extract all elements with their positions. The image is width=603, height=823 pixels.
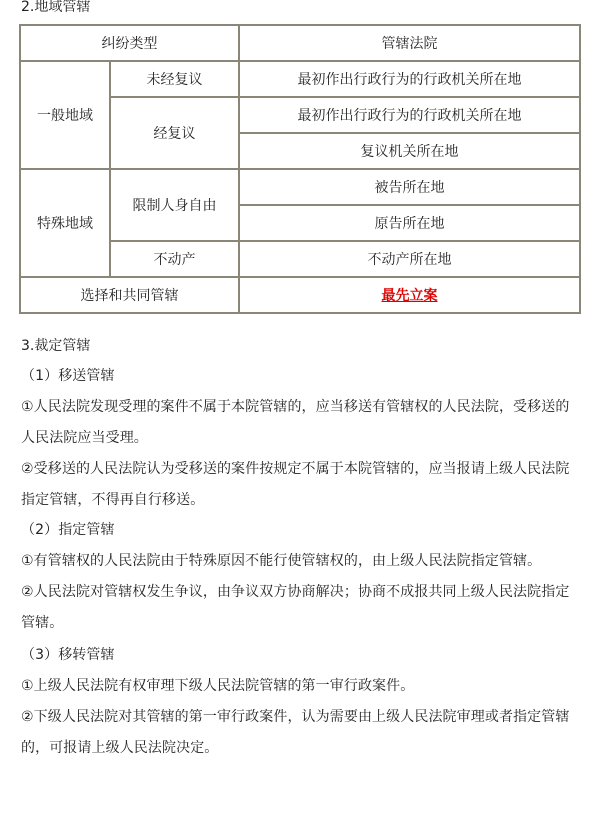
table-header-row — [20, 25, 580, 61]
review-cell: 经复议 — [110, 97, 239, 169]
choice-cell: 选择和共同管辖 — [20, 277, 239, 313]
court-cell — [239, 277, 580, 313]
table-row — [20, 169, 580, 205]
paragraph: ①上级人民法院有权审理下级人民法院管辖的第一审行政案件。 — [21, 678, 415, 694]
court-cell: 原告所在地 — [239, 205, 580, 241]
court-cell: 复议机关所在地 — [239, 133, 580, 169]
section-3-title: 3.裁定管辖 — [21, 338, 91, 354]
header-dispute-type: 纠纷类型 — [20, 25, 239, 61]
special-region-cell: 特殊地域 — [20, 169, 110, 277]
table-row — [20, 61, 580, 97]
realty-cell: 不动产 — [110, 241, 239, 277]
paragraph: ②人民法院对管辖权发生争议，由争议双方协商解决；协商不成报共同上级人民法院指定管辖。 — [21, 584, 570, 631]
no-review-cell: 未经复议 — [110, 61, 239, 97]
court-cell: 最初作出行政行为的行政机关所在地 — [239, 61, 580, 97]
section-2-title: 2.地域管辖 — [21, 0, 91, 15]
table-row — [20, 277, 580, 313]
sub2-title: （2）指定管辖 — [21, 522, 115, 538]
restrict-freedom-cell: 限制人身自由 — [110, 169, 239, 241]
first-filed-highlight: 最先立案 — [381, 288, 438, 304]
paragraph: ①人民法院发现受理的案件不属于本院管辖的，应当移送有管辖权的人民法院，受移送的人民法院应当受理。 — [21, 399, 570, 446]
court-cell: 不动产所在地 — [239, 241, 580, 277]
paragraph: ②下级人民法院对其管辖的第一审行政案件，认为需要由上级人民法院审理或者指定管辖的，可报请上级人民法院决定。 — [21, 709, 570, 756]
court-cell: 被告所在地 — [239, 169, 580, 205]
sub1-title: （1）移送管辖 — [21, 368, 115, 384]
general-region-cell: 一般地域 — [20, 61, 110, 169]
jurisdiction-table — [19, 24, 581, 314]
header-court: 管辖法院 — [239, 25, 580, 61]
paragraph: ②受移送的人民法院认为受移送的案件按规定不属于本院管辖的，应当报请上级人民法院指定管辖，不得再自行移送。 — [21, 461, 570, 508]
sub3-title: （3）移转管辖 — [21, 647, 115, 663]
court-cell: 最初作出行政行为的行政机关所在地 — [239, 97, 580, 133]
paragraph: ①有管辖权的人民法院由于特殊原因不能行使管辖权的，由上级人民法院指定管辖。 — [21, 553, 542, 569]
